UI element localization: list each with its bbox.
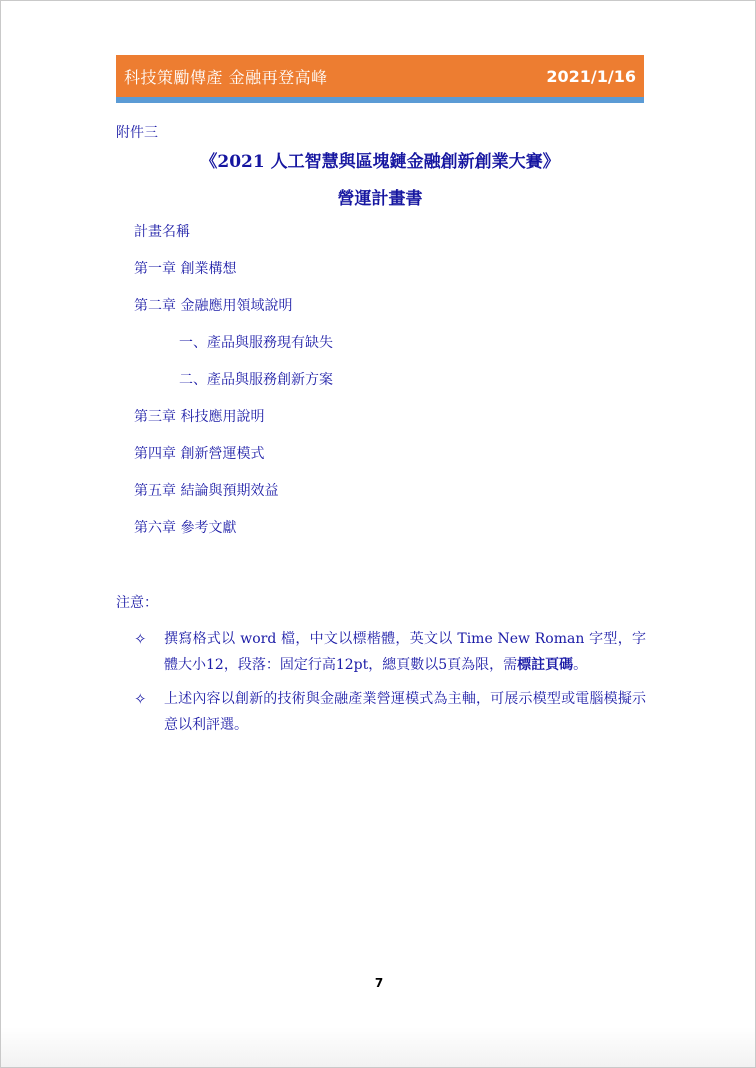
note-format-text: 撰寫格式以 word 檔，中文以標楷體，英文以 Time New Roman 字型，字體大小12，段落：固定行高12pt，總頁數以5頁為限，需	[164, 631, 646, 673]
notes-label: 注意：	[116, 595, 158, 611]
annex-label: 附件三	[116, 125, 158, 141]
toc-item-chapter-3: 第三章 科技應用說明	[134, 409, 265, 425]
header-title: 科技策勵傳產 金融再登高峰	[124, 67, 328, 87]
page-bottom-shade	[1, 1027, 755, 1067]
toc-item-plan-name: 計畫名稱	[134, 224, 190, 240]
toc-item-chapter-2: 第二章 金融應用領域說明	[134, 298, 293, 314]
note-format-end: 。	[573, 657, 588, 673]
toc-subitem-2-2: 二、產品與服務創新方案	[179, 372, 333, 388]
page-number: 7	[374, 976, 384, 990]
note-item	[134, 626, 646, 678]
notes-list	[134, 626, 646, 746]
note-text-content: 上述內容以創新的技術與金融產業營運模式為主軸，可展示模型或電腦模擬示意以利評選。	[164, 691, 646, 733]
doc-title: 《2021 人工智慧與區塊鏈金融創新創業大賽》	[200, 152, 560, 172]
toc-subitem-2-1: 一、產品與服務現有缺失	[179, 335, 333, 351]
note-format-emphasis: 標註頁碼	[517, 657, 574, 673]
toc-item-chapter-6: 第六章 參考文獻	[134, 520, 237, 536]
header-rule	[116, 97, 644, 103]
note-text-format	[164, 626, 646, 678]
toc-item-chapter-5: 第五章 結論與預期效益	[134, 483, 279, 499]
doc-subtitle: 營運計畫書	[337, 189, 423, 209]
note-item	[134, 686, 646, 738]
toc-item-chapter-1: 第一章 創業構想	[134, 261, 237, 277]
diamond-bullet-icon: ✧	[134, 630, 147, 648]
toc-item-chapter-4: 第四章 創新營運模式	[134, 446, 265, 462]
header-date: 2021/1/16	[546, 66, 636, 86]
diamond-bullet-icon: ✧	[134, 690, 147, 708]
table-of-contents	[134, 222, 333, 555]
header-bar	[116, 55, 644, 97]
